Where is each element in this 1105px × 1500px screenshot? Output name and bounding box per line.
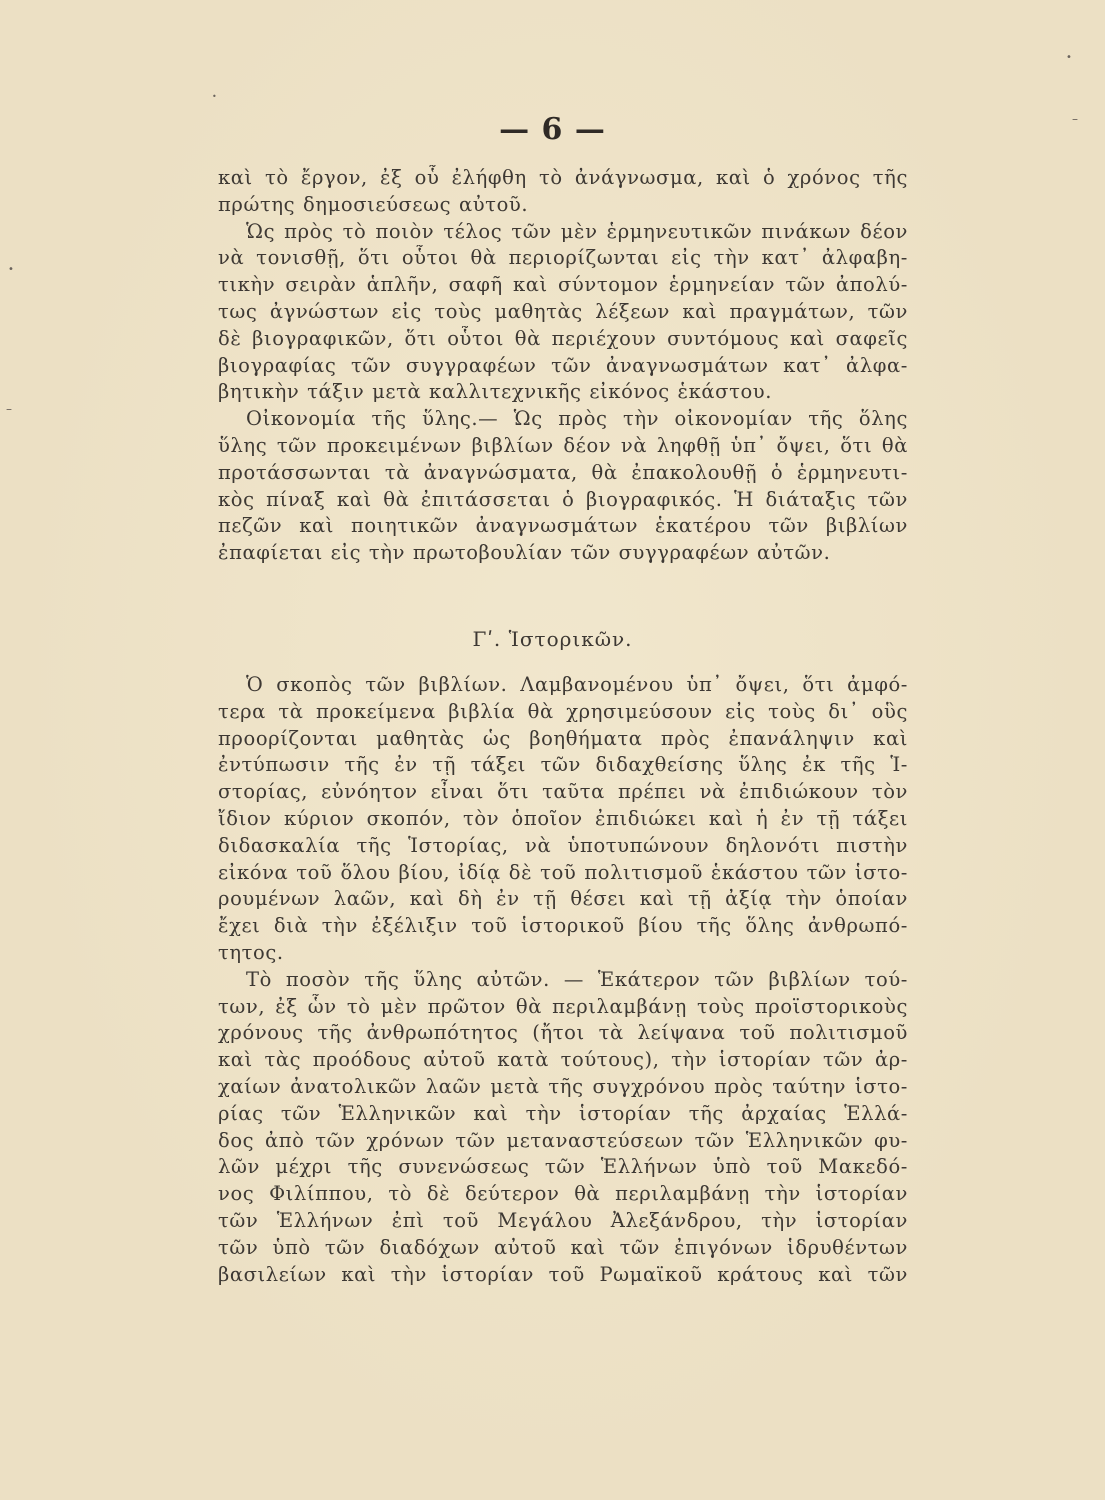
text-line: καὶ τὰς προόδους αὐτοῦ κατὰ τούτους), τὴν ἱστορίαν τῶν ἀρ-: [218, 1048, 908, 1072]
margin-speck-icon: •: [1066, 52, 1072, 63]
text-line: πρώτης δημοσιεύσεως αὐτοῦ.: [218, 192, 529, 216]
text-line: ἐπαφίεται εἰς τὴν πρωτοβουλίαν τῶν συγγραφέων αὐτῶν.: [218, 541, 831, 565]
margin-speck-icon: •: [212, 92, 217, 101]
margin-dash-icon: –: [6, 402, 12, 416]
text-line: νὰ τονισθῇ, ὅτι οὗτοι θὰ περιορίζωνται εἰς τὴν κατ᾽ ἀλφαβη-: [218, 246, 908, 270]
text-line: δος ἀπὸ τῶν χρόνων τῶν μεταναστεύσεων τῶν Ἑλληνικῶν φυ-: [218, 1128, 908, 1152]
text-line: βασιλείων καὶ τὴν ἱστορίαν τοῦ Ρωμαϊκοῦ κράτους καὶ τῶν: [218, 1262, 908, 1286]
text-line: τικὴν σειρὰν ἁπλῆν, σαφῆ καὶ σύντομον ἑρμηνείαν τῶν ἀπολύ-: [218, 273, 908, 297]
text-line: ὕλης τῶν προκειμένων βιβλίων δέον νὰ ληφθῇ ὑπ᾽ ὄψει, ὅτι θὰ: [218, 433, 908, 457]
text-line: Οἰκονομία τῆς ὕλης.— Ὡς πρὸς τὴν οἰκονομίαν τῆς ὅλης: [246, 407, 908, 431]
text-line: δὲ βιογραφικῶν, ὅτι οὗτοι θὰ περιέχουν συντόμους καὶ σαφεῖς: [218, 326, 908, 350]
text-block-2: [218, 672, 908, 1288]
text-line: των, ἐξ ὧν τὸ μὲν πρῶτον θὰ περιλαμβάνῃ τοὺς προϊστορικοὺς: [218, 994, 908, 1018]
text-line: διδασκαλία τῆς Ἱστορίας, νὰ ὑποτυπώνουν δηλονότι πιστὴν: [218, 833, 908, 857]
text-line: τῶν ὑπὸ τῶν διαδόχων αὐτοῦ καὶ τῶν ἐπιγόνων ἱδρυθέντων: [218, 1235, 908, 1259]
text-line: Τὸ ποσὸν τῆς ὕλης αὐτῶν. — Ἑκάτερον τῶν βιβλίων τού-: [246, 967, 908, 991]
text-line: κὸς πίναξ καὶ θὰ ἐπιτάσσεται ὁ βιογραφικός. Ἡ διάταξις τῶν: [218, 487, 908, 511]
text-line: χρόνους τῆς ἀνθρωπότητος (ἤτοι τὰ λείψανα τοῦ πολιτισμοῦ: [218, 1021, 908, 1045]
text-line: στορίας, εὐνόητον εἶναι ὅτι ταῦτα πρέπει νὰ ἐπιδιώκουν τὸν: [218, 780, 908, 804]
text-line: πεζῶν καὶ ποιητικῶν ἀναγνωσμάτων ἑκατέρου τῶν βιβλίων: [218, 514, 908, 538]
margin-dash-icon: –: [1072, 112, 1078, 126]
text-line: καὶ τὸ ἔργον, ἐξ οὗ ἐλήφθη τὸ ἀνάγνωσμα, καὶ ὁ χρόνος τῆς: [218, 166, 908, 189]
text-line: τῶν Ἑλλήνων ἐπὶ τοῦ Μεγάλου Ἀλεξάνδρου, τὴν ἱστορίαν: [218, 1208, 908, 1232]
text-line: προτάσσωνται τὰ ἀναγνώσματα, θὰ ἐπακολουθῇ ὁ ἑρμηνευτι-: [218, 460, 908, 484]
text-line: τερα τὰ προκείμενα βιβλία θὰ χρησιμεύσουν εἰς τοὺς δι᾽ οὓς: [218, 699, 908, 723]
text-line: Ὁ σκοπὸς τῶν βιβλίων. Λαμβανομένου ὑπ᾽ ὄψει, ὅτι ἀμφό-: [246, 673, 908, 696]
text-line: ρουμένων λαῶν, καὶ δὴ ἐν τῇ θέσει καὶ τῇ ἀξίᾳ τὴν ὁποίαν: [218, 887, 908, 911]
margin-speck-icon: •: [8, 264, 14, 275]
text-line: ἔχει διὰ τὴν ἐξέλιξιν τοῦ ἱστορικοῦ βίου τῆς ὅλης ἀνθρωπό-: [218, 914, 908, 938]
text-line: νος Φιλίππου, τὸ δὲ δεύτερον θὰ περιλαμβάνῃ τὴν ἱστορίαν: [218, 1182, 908, 1206]
page-number: — 6 —: [499, 112, 606, 147]
text-block-1: [218, 165, 908, 567]
text-line: προορίζονται μαθητὰς ὡς βοηθήματα πρὸς ἐπανάληψιν καὶ: [218, 726, 908, 750]
section-heading: Γʹ. Ἱστορικῶν.: [472, 627, 633, 651]
text-line: βιογραφίας τῶν συγγραφέων τῶν ἀναγνωσμάτων κατ᾽ ἀλφα-: [218, 353, 908, 377]
text-line: ρίας τῶν Ἑλληνικῶν καὶ τὴν ἱστορίαν τῆς ἀρχαίας Ἑλλά-: [218, 1101, 908, 1125]
text-line: τητος.: [218, 940, 284, 964]
text-line: τως ἀγνώστων εἰς τοὺς μαθητὰς λέξεων καὶ πραγμάτων, τῶν: [218, 299, 908, 323]
text-line: χαίων ἀνατολικῶν λαῶν μετὰ τῆς συγχρόνου πρὸς ταύτην ἱστο-: [218, 1074, 908, 1098]
text-line: εἰκόνα τοῦ ὅλου βίου, ἰδίᾳ δὲ τοῦ πολιτισμοῦ ἑκάστου τῶν ἱστο-: [218, 860, 908, 884]
text-line: βητικὴν τάξιν μετὰ καλλιτεχνικῆς εἰκόνος ἑκάστου.: [218, 380, 773, 404]
text-line: ἴδιον κύριον σκοπόν, τὸν ὁποῖον ἐπιδιώκει καὶ ἡ ἐν τῇ τάξει: [218, 806, 908, 830]
text-line: ἐντύπωσιν τῆς ἐν τῇ τάξει τῶν διδαχθείσης ὕλης ἐκ τῆς Ἱ-: [218, 753, 908, 777]
text-line: Ὡς πρὸς τὸ ποιὸν τέλος τῶν μὲν ἑρμηνευτικῶν πινάκων δέον: [246, 219, 908, 243]
text-line: λῶν μέχρι τῆς συνενώσεως τῶν Ἑλλήνων ὑπὸ τοῦ Μακεδό-: [218, 1155, 908, 1179]
